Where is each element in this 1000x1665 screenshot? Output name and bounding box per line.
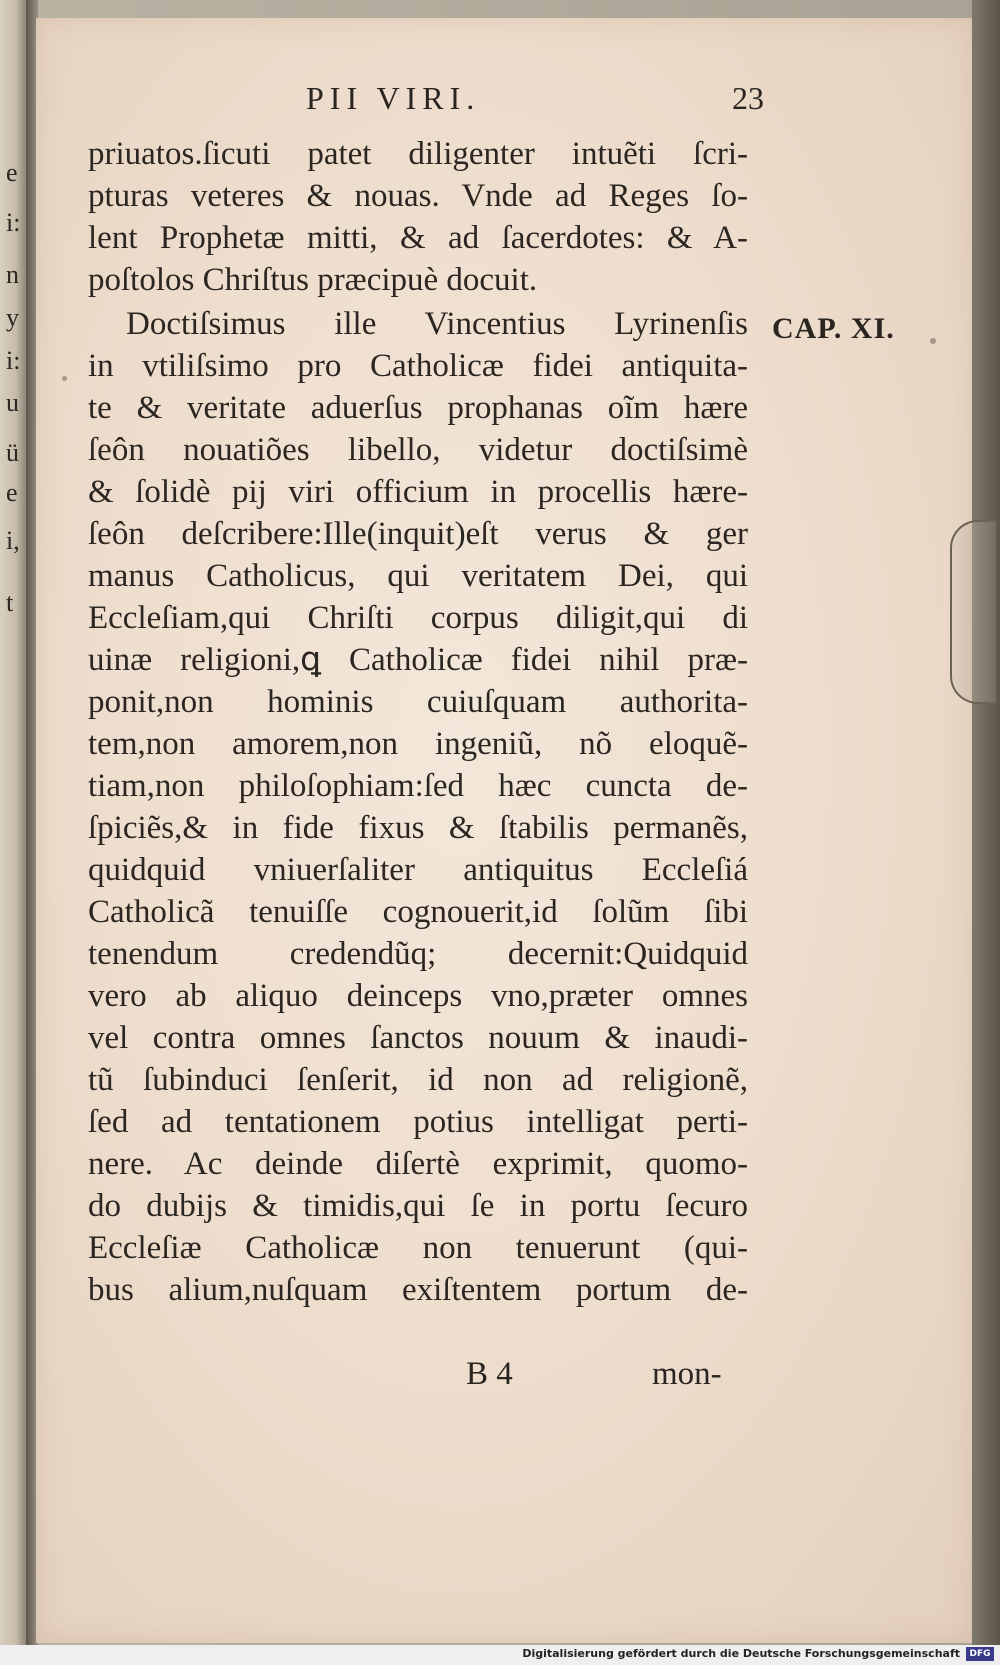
left-page-fragment: u (6, 388, 19, 417)
page-number: 23 (732, 80, 764, 116)
text-line: Eccleſiæ Catholicæ non tenuerunt (qui- (88, 1230, 748, 1266)
text-line: ſed ad tentationem potius intelligat perti- (88, 1104, 748, 1140)
digitization-credit: Digitalisierung gefördert durch die Deutsche Forschungsgemeinschaft (522, 1647, 960, 1660)
left-page-fragment: e (6, 478, 18, 507)
text-line: uinæ religioni,ꝗ Catholicæ fidei nihil præ- (88, 642, 748, 678)
text-line: poſtolos Chriſtus præcipuè docuit. (88, 262, 538, 298)
text-line: pturas veteres & nouas. Vnde ad Reges ſo- (88, 178, 748, 214)
text-line: priuatos.ſicuti patet diligenter intuẽti ſcri- (88, 136, 748, 172)
left-page-fragment: n (6, 260, 19, 289)
left-page-fragment: i, (6, 526, 20, 555)
text-line: Eccleſiam,qui Chriſti corpus diligit,qui di (88, 600, 748, 636)
text-line: ponit,non hominis cuiuſquam authorita- (88, 684, 748, 720)
signature-mark: B 4 (466, 1356, 513, 1392)
text-line: ſeôn nouatiões libello, videtur doctiſsimè (88, 432, 748, 468)
chapter-margin-note: CAP. XI. (772, 312, 895, 345)
text-line: vero ab aliquo deinceps vno,præter omnes (88, 978, 748, 1014)
text-line: do dubijs & timidis,qui ſe in portu ſecuro (88, 1188, 748, 1224)
text-line: ſeôn deſcribere:Ille(inquit)eſt verus & ger (88, 516, 748, 552)
left-page-fragment: t (6, 588, 14, 617)
left-page-fragment: e (6, 158, 18, 187)
text-line: Catholicã tenuiſſe cognouerit,id ſolũm ſibi (88, 894, 748, 930)
text-line: nere. Ac deinde diſertè exprimit, quomo- (88, 1146, 748, 1182)
left-page-fragment: i: (6, 346, 21, 375)
dfg-logo-icon: DFG (966, 1647, 994, 1661)
text-line: in vtiliſsimo pro Catholicæ fidei antiquita- (88, 348, 748, 384)
text-line: tenendum credendũq; decernit:Quidquid (88, 936, 748, 972)
left-page-fragment: i: (6, 208, 21, 237)
catchword: mon- (652, 1356, 722, 1392)
text-line: manus Catholicus, qui veritatem Dei, qui (88, 558, 748, 594)
text-line: tem,non amorem,non ingeniũ, nõ eloquẽ- (88, 726, 748, 762)
left-page-fragment: y (6, 303, 19, 332)
text-line: bus alium,nuſquam exiſtentem portum de- (88, 1272, 748, 1308)
text-line: lent Prophetæ mitti, & ad ſacerdotes: & A- (88, 220, 748, 256)
text-line: quidquid vniuerſaliter antiquitus Eccleſiá (88, 852, 748, 888)
text-line: tũ ſubinduci ſenſerit, id non ad religionẽ, (88, 1062, 748, 1098)
text-line: vel contra omnes ſanctos nouum & inaudi- (88, 1020, 748, 1056)
text-line: & ſolidè pij viri officium in procellis hære- (88, 474, 748, 510)
text-line: ſpiciẽs,& in fide fixus & ſtabilis permanẽs, (88, 810, 748, 846)
left-page-fragment: ü (6, 438, 19, 467)
running-head: PII VIRI. (306, 80, 481, 116)
text-line: Doctiſsimus ille Vincentius Lyrinenſis (126, 306, 748, 342)
text-line: te & veritate aduerſus prophanas oĩm hære (88, 390, 748, 426)
text-line: tiam,non philoſophiam:ſed hæc cuncta de- (88, 768, 748, 804)
